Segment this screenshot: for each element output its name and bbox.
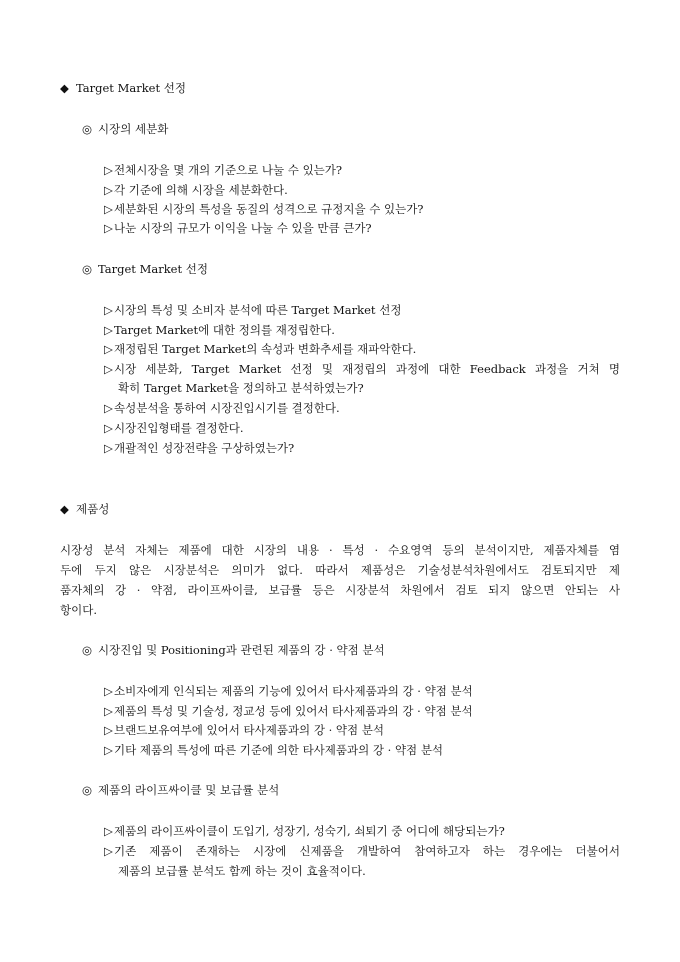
list-item: ▷브랜드보유여부에 있어서 타사제품과의 강 · 약점 분석 xyxy=(104,723,384,737)
section-title: 제품성 xyxy=(76,502,110,516)
list-item: ▷재정립된 Target Market의 속성과 변화추세를 재파악한다. xyxy=(104,342,417,356)
paragraph-line: 두에 두지 않은 시장분석은 의미가 없다. 따라서 제품성은 기술성분석차원에서도 검토되지만 제 xyxy=(60,563,620,577)
paragraph-line: 시장성 분석 자체는 제품에 대한 시장의 내용 · 특성 · 수요영역 등의 분석이지만, 제품자체를 염 xyxy=(60,543,620,557)
list-item: ▷나눈 시장의 규모가 이익을 나눌 수 있을 만큼 큰가? xyxy=(104,221,372,235)
list-item: ▷시장 세분화, Target Market 선정 및 재정립의 과정에 대한 Feedback 과정을 거쳐 명 xyxy=(104,362,620,376)
paragraph-line: 항이다. xyxy=(60,603,97,617)
triangle-bullet-icon: ▷ xyxy=(104,441,113,455)
triangle-bullet-icon: ▷ xyxy=(104,323,113,337)
triangle-bullet-icon: ▷ xyxy=(104,342,113,356)
paragraph-line: 품자체의 강 · 약점, 라이프싸이클, 보급률 등은 시장분석 차원에서 검토 되지 않으면 안되는 사 xyxy=(60,583,620,597)
subsection-title: 시장의 세분화 xyxy=(98,122,169,136)
triangle-bullet-icon: ▷ xyxy=(104,684,113,698)
triangle-bullet-icon: ▷ xyxy=(104,303,113,317)
triangle-bullet-icon: ▷ xyxy=(104,421,113,435)
diamond-icon: ◆ xyxy=(60,502,69,516)
list-item-continuation: 제품의 보급률 분석도 함께 하는 것이 효율적이다. xyxy=(118,864,366,878)
list-item: ▷개괄적인 성장전략을 구상하였는가? xyxy=(104,441,295,455)
subsection-title: 시장진입 및 Positioning과 관련된 제품의 강 · 약점 분석 xyxy=(98,643,385,657)
list-item: ▷기타 제품의 특성에 따른 기준에 의한 타사제품과의 강 · 약점 분석 xyxy=(104,743,444,757)
double-circle-icon: ◎ xyxy=(82,262,93,276)
subsection-heading-lifecycle xyxy=(82,782,279,798)
subsection-title: 제품의 라이프싸이클 및 보급률 분석 xyxy=(98,783,280,797)
section-heading-product xyxy=(60,501,109,517)
triangle-bullet-icon: ▷ xyxy=(104,221,113,235)
subsection-title: Target Market 선정 xyxy=(98,262,208,276)
list-item: ▷전체시장을 몇 개의 기준으로 나눌 수 있는가? xyxy=(104,163,343,177)
triangle-bullet-icon: ▷ xyxy=(104,723,113,737)
triangle-bullet-icon: ▷ xyxy=(104,183,113,197)
list-item: ▷각 기준에 의해 시장을 세분화한다. xyxy=(104,183,288,197)
list-item: ▷제품의 특성 및 기술성, 정교성 등에 있어서 타사제품과의 강 · 약점 분석 xyxy=(104,704,473,718)
list-item-continuation: 확히 Target Market을 정의하고 분석하였는가? xyxy=(118,381,364,395)
triangle-bullet-icon: ▷ xyxy=(104,743,113,757)
triangle-bullet-icon: ▷ xyxy=(104,362,113,376)
double-circle-icon: ◎ xyxy=(82,122,93,136)
subsection-heading-segmentation xyxy=(82,121,168,137)
section-title: Target Market 선정 xyxy=(76,81,186,95)
list-item: ▷시장진입형태를 결정한다. xyxy=(104,421,244,435)
list-item: ▷Target Market에 대한 정의를 재정립한다. xyxy=(104,323,335,337)
double-circle-icon: ◎ xyxy=(82,783,93,797)
triangle-bullet-icon: ▷ xyxy=(104,202,113,216)
list-item: ▷기존 제품이 존재하는 시장에 신제품을 개발하여 참여하고자 하는 경우에는 더불어서 xyxy=(104,844,620,858)
list-item: ▷소비자에게 인식되는 제품의 기능에 있어서 타사제품과의 강 · 약점 분석 xyxy=(104,684,473,698)
double-circle-icon: ◎ xyxy=(82,643,93,657)
triangle-bullet-icon: ▷ xyxy=(104,844,113,858)
diamond-icon: ◆ xyxy=(60,81,69,95)
list-item: ▷세분화된 시장의 특성을 동질의 성격으로 규정지을 수 있는가? xyxy=(104,202,424,216)
list-item: ▷시장의 특성 및 소비자 분석에 따른 Target Market 선정 xyxy=(104,303,402,317)
list-item: ▷속성분석을 통하여 시장진입시기를 결정한다. xyxy=(104,401,340,415)
triangle-bullet-icon: ▷ xyxy=(104,704,113,718)
triangle-bullet-icon: ▷ xyxy=(104,163,113,177)
section-heading-target-market xyxy=(60,80,186,96)
subsection-heading-positioning xyxy=(82,642,385,658)
list-item: ▷제품의 라이프싸이클이 도입기, 성장기, 성숙기, 쇠퇴기 중 어디에 해당되는가? xyxy=(104,824,505,838)
subsection-heading-target-market xyxy=(82,261,208,277)
triangle-bullet-icon: ▷ xyxy=(104,401,113,415)
triangle-bullet-icon: ▷ xyxy=(104,824,113,838)
